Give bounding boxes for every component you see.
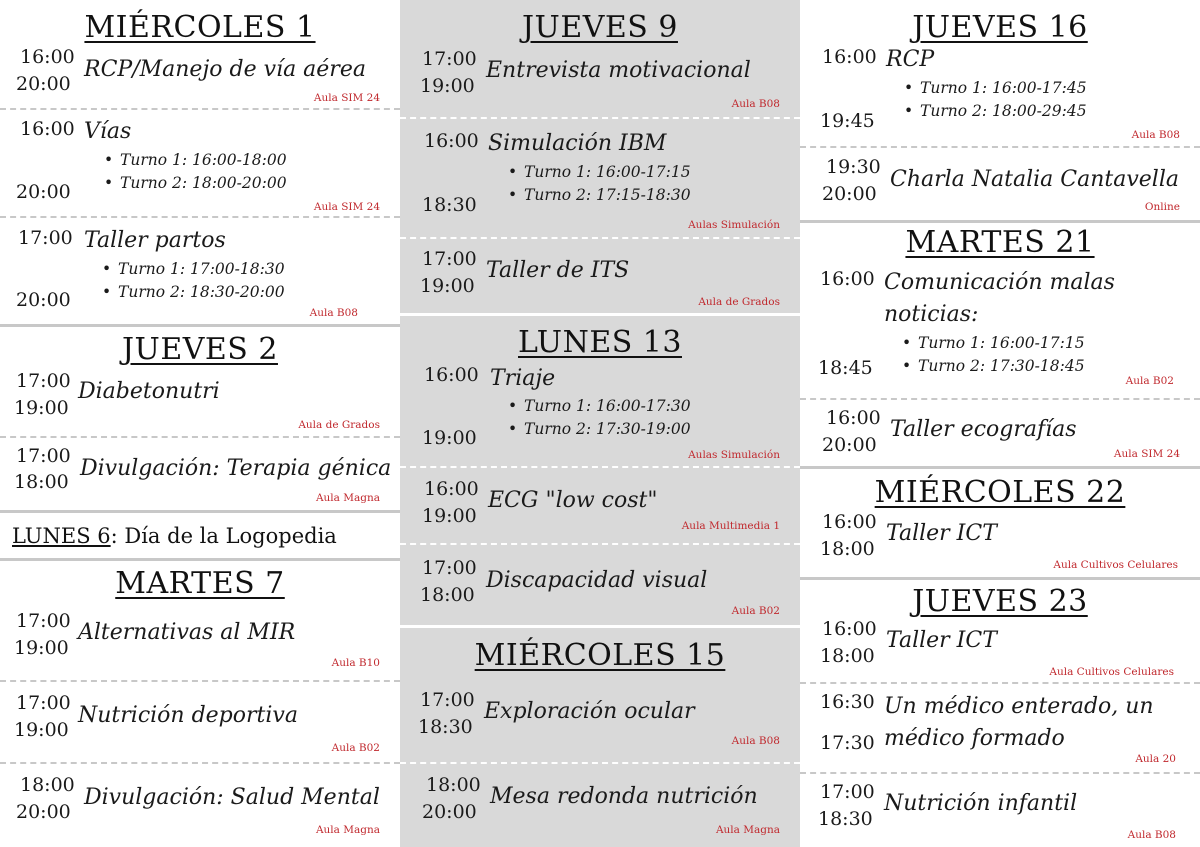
start-time: 17:00	[18, 227, 73, 249]
event-title: Exploración ocular	[484, 699, 695, 724]
event-location: Aula B10	[331, 657, 380, 669]
event-title: Charla Natalia Cantavella	[890, 167, 1179, 192]
event-location: Aula de Grados	[298, 419, 380, 431]
day-header-miercoles-15: MIÉRCOLES 15	[474, 638, 726, 673]
divider	[0, 436, 400, 438]
day-header-jueves-9: JUEVES 9	[522, 10, 678, 45]
end-time: 20:00	[16, 181, 71, 203]
lunes-6-text: : Día de la Logopedia	[110, 524, 337, 548]
divider	[800, 772, 1200, 774]
event-location: Aula B08	[731, 735, 780, 747]
end-time: 18:30	[422, 194, 477, 216]
start-time: 17:00	[16, 370, 71, 392]
divider	[800, 682, 1200, 684]
divider	[0, 108, 400, 110]
event-title-line-1: Un médico enterado, un	[884, 694, 1154, 719]
turn-item: • Turno 2: 18:00-20:00	[120, 173, 287, 193]
end-time: 19:00	[422, 505, 477, 527]
divider	[800, 398, 1200, 400]
turn-item: • Turno 2: 18:30-20:00	[118, 282, 285, 302]
start-time: 18:00	[426, 774, 481, 796]
event-title: Alternativas al MIR	[78, 620, 296, 645]
event-title: Simulación IBM	[488, 131, 667, 156]
event-location: Aula Magna	[315, 492, 380, 504]
start-time: 17:00	[422, 557, 477, 579]
start-time: 17:00	[16, 610, 71, 632]
event-title: Divulgación: Salud Mental	[84, 785, 380, 810]
lunes-6-note	[12, 523, 337, 549]
event-location: Aula B08	[1131, 129, 1180, 141]
start-time: 16:00	[822, 46, 877, 68]
end-time: 19:00	[14, 719, 69, 741]
end-time: 20:00	[822, 183, 877, 205]
event-location: Aula SIM 24	[313, 92, 380, 104]
event-location: Aula SIM 24	[313, 201, 380, 213]
day-header-jueves-23: JUEVES 23	[912, 584, 1088, 619]
section-divider	[800, 220, 1200, 223]
turn-item: • Turno 1: 17:00-18:30	[118, 259, 285, 279]
event-title: Discapacidad visual	[486, 568, 708, 593]
start-time: 16:00	[20, 118, 75, 140]
event-title: Entrevista motivacional	[486, 58, 751, 83]
start-time: 19:30	[826, 156, 881, 178]
event-title: Taller de ITS	[486, 258, 630, 283]
end-time: 18:00	[820, 645, 875, 667]
start-time: 17:00	[820, 781, 875, 803]
section-divider	[400, 625, 800, 628]
start-time: 16:00	[822, 618, 877, 640]
event-location: Online	[1144, 201, 1180, 213]
event-title: Nutrición deportiva	[78, 703, 298, 728]
start-time: 16:00	[424, 478, 479, 500]
start-time: 17:00	[420, 689, 475, 711]
turn-item: • Turno 2: 17:30-18:45	[918, 356, 1085, 376]
day-header-lunes-13: LUNES 13	[518, 325, 682, 360]
turn-item: • Turno 1: 16:00-17:15	[524, 162, 691, 182]
event-location: Aula B02	[1125, 375, 1174, 387]
event-title: Vías	[84, 119, 132, 144]
turn-item: • Turno 1: 16:00-18:00	[120, 150, 287, 170]
event-title: Taller ICT	[886, 628, 997, 653]
end-time: 18:00	[420, 584, 475, 606]
event-title: ECG "low cost"	[488, 488, 658, 513]
start-time: 18:00	[20, 774, 75, 796]
divider	[0, 680, 400, 682]
end-time: 19:00	[14, 397, 69, 419]
end-time: 18:45	[818, 357, 873, 379]
end-time: 18:30	[418, 716, 473, 738]
event-title: RCP/Manejo de vía aérea	[84, 57, 366, 82]
end-time: 19:00	[422, 427, 477, 449]
end-time: 20:00	[822, 434, 877, 456]
section-divider	[0, 510, 400, 513]
turn-item: • Turno 2: 17:30-19:00	[524, 419, 691, 439]
end-time: 17:30	[820, 732, 875, 754]
event-location: Aula Magna	[315, 824, 380, 836]
event-title-line-1: Comunicación malas	[884, 270, 1115, 295]
event-location: Aula Multimedia 1	[681, 520, 780, 532]
turn-item: • Turno 1: 16:00-17:15	[918, 333, 1085, 353]
end-time: 20:00	[422, 801, 477, 823]
event-title: Taller partos	[84, 228, 226, 253]
start-time: 17:00	[422, 48, 477, 70]
start-time: 16:00	[826, 407, 881, 429]
end-time: 18:30	[818, 808, 873, 830]
section-divider	[400, 313, 800, 316]
event-location: Aula Magna	[715, 824, 780, 836]
divider	[0, 762, 400, 764]
turn-item: • Turno 2: 18:00-29:45	[920, 101, 1087, 121]
end-time: 19:00	[14, 637, 69, 659]
section-divider	[0, 324, 400, 327]
end-time: 19:45	[820, 110, 875, 132]
start-time: 16:00	[822, 511, 877, 533]
event-title: Nutrición infantil	[884, 791, 1078, 816]
divider	[400, 543, 800, 545]
end-time: 18:00	[820, 538, 875, 560]
event-location: Aula B08	[309, 307, 358, 319]
event-title: Triaje	[490, 366, 556, 391]
divider	[400, 466, 800, 468]
event-location: Aulas Simulación	[688, 219, 780, 231]
day-header-miercoles-1: MIÉRCOLES 1	[84, 10, 316, 45]
event-title: Taller ICT	[886, 521, 997, 546]
turn-item: • Turno 2: 17:15-18:30	[524, 185, 691, 205]
day-header-jueves-2: JUEVES 2	[122, 332, 278, 367]
end-time: 19:00	[420, 275, 475, 297]
section-divider	[0, 558, 400, 561]
start-time: 17:00	[422, 248, 477, 270]
event-title: Divulgación: Terapia génica	[80, 456, 392, 481]
event-location: Aula Cultivos Celulares	[1049, 666, 1174, 678]
day-header-jueves-16: JUEVES 16	[912, 10, 1088, 45]
end-time: 18:00	[14, 471, 69, 493]
event-title: Diabetonutri	[78, 379, 220, 404]
event-title: Mesa redonda nutrición	[490, 784, 758, 809]
event-location: Aulas Simulación	[688, 449, 780, 461]
event-location: Aula de Grados	[698, 296, 780, 308]
day-header-martes-7: MARTES 7	[115, 566, 285, 601]
section-divider	[800, 466, 1200, 469]
event-title-line-2: noticias:	[884, 302, 979, 327]
divider	[0, 216, 400, 218]
event-location: Aula SIM 24	[1113, 448, 1180, 460]
divider	[800, 146, 1200, 148]
end-time: 20:00	[16, 801, 71, 823]
event-location: Aula Cultivos Celulares	[1053, 559, 1178, 571]
end-time: 19:00	[420, 75, 475, 97]
start-time: 17:00	[16, 692, 71, 714]
start-time: 16:00	[820, 268, 875, 290]
start-time: 17:00	[16, 445, 71, 467]
column-3	[800, 0, 1200, 847]
section-divider	[800, 577, 1200, 580]
event-title: Taller ecografías	[890, 417, 1077, 442]
column-1	[0, 0, 400, 847]
divider	[400, 117, 800, 119]
start-time: 16:30	[820, 691, 875, 713]
end-time: 20:00	[16, 73, 71, 95]
start-time: 16:00	[424, 130, 479, 152]
turn-item: • Turno 1: 16:00-17:30	[524, 396, 691, 416]
event-location: Aula 20	[1135, 753, 1176, 765]
divider	[400, 237, 800, 239]
divider	[400, 762, 800, 764]
event-location: Aula B02	[731, 605, 780, 617]
day-header-martes-21: MARTES 21	[905, 225, 1095, 260]
end-time: 20:00	[16, 289, 71, 311]
column-2	[400, 0, 800, 847]
lunes-6-day: LUNES 6	[12, 524, 111, 548]
start-time: 16:00	[20, 46, 75, 68]
start-time: 16:00	[424, 364, 479, 386]
event-location: Aula B02	[331, 742, 380, 754]
day-header-miercoles-22: MIÉRCOLES 22	[874, 475, 1126, 510]
event-title: RCP	[886, 47, 935, 72]
event-location: Aula B08	[1127, 829, 1176, 841]
event-title-line-2: médico formado	[884, 726, 1065, 751]
event-location: Aula B08	[731, 98, 780, 110]
turn-item: • Turno 1: 16:00-17:45	[920, 78, 1087, 98]
